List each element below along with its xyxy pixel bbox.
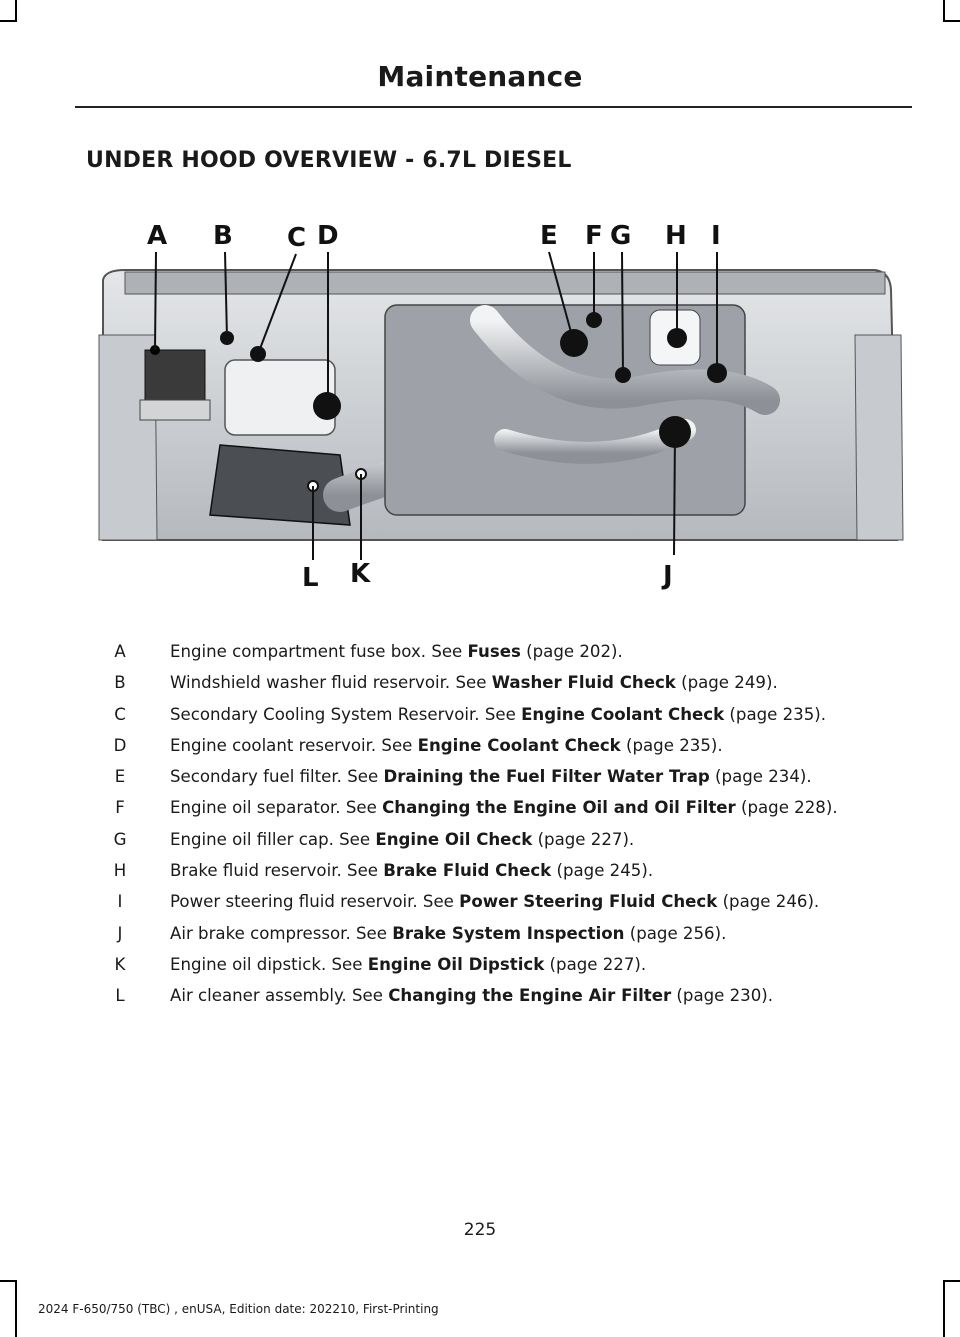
cross-reference-link[interactable]: Washer Fluid Check bbox=[491, 673, 676, 693]
header-divider bbox=[75, 106, 912, 108]
legend-key: E bbox=[114, 767, 126, 787]
crop-mark bbox=[0, 1280, 17, 1282]
crop-mark bbox=[15, 0, 17, 20]
cross-reference-link[interactable]: Engine Coolant Check bbox=[417, 735, 621, 755]
legend-description: Brake fluid reservoir. See Brake Fluid Check (page 245). bbox=[170, 861, 654, 881]
callout-k: K bbox=[350, 559, 371, 589]
legend-description: Air cleaner assembly. See Changing the Engine Air Filter (page 230). bbox=[170, 986, 774, 1006]
callout-e: E bbox=[540, 221, 558, 251]
legend-description: Engine oil dipstick. See Engine Oil Dipstick (page 227). bbox=[170, 954, 647, 974]
engine-bay-svg bbox=[85, 210, 915, 600]
right-fender bbox=[855, 335, 903, 540]
legend-item-a bbox=[110, 636, 930, 667]
legend-item-k bbox=[110, 949, 930, 980]
cross-reference-link[interactable]: Changing the Engine Oil and Oil Filter bbox=[382, 798, 736, 818]
page-header-title: Maintenance bbox=[377, 60, 583, 93]
crop-mark bbox=[943, 1280, 960, 1282]
cross-reference-link[interactable]: Brake System Inspection bbox=[392, 923, 625, 943]
legend-item-g bbox=[110, 824, 930, 855]
legend-key: C bbox=[114, 704, 126, 724]
legend-item-c bbox=[110, 699, 930, 730]
legend-key: H bbox=[113, 861, 127, 881]
legend-description: Power steering fluid reservoir. See Power Steering Fluid Check (page 246). bbox=[170, 892, 820, 912]
edition-footer: 2024 F-650/750 (TBC) , enUSA, Edition date: 202210, First-Printing bbox=[38, 1302, 439, 1316]
legend-description: Engine compartment fuse box. See Fuses (page 202). bbox=[170, 642, 623, 661]
legend-key: K bbox=[114, 954, 126, 974]
callout-g: G bbox=[610, 221, 632, 251]
crop-mark bbox=[943, 1280, 945, 1337]
cross-reference-link[interactable]: Fuses bbox=[467, 642, 521, 661]
callout-f: F bbox=[585, 221, 603, 251]
crop-mark bbox=[15, 1280, 17, 1337]
legend-key: I bbox=[117, 892, 123, 912]
legend-key: A bbox=[114, 642, 126, 661]
legend-item-j bbox=[110, 918, 930, 949]
legend-key: L bbox=[115, 986, 125, 1006]
section-title: UNDER HOOD OVERVIEW - 6.7L DIESEL bbox=[86, 148, 572, 173]
cross-reference-link[interactable]: Draining the Fuel Filter Water Trap bbox=[383, 767, 710, 787]
cross-reference-link[interactable]: Changing the Engine Air Filter bbox=[388, 986, 672, 1006]
crop-mark bbox=[943, 20, 960, 22]
legend-description: Windshield washer fluid reservoir. See Washer Fluid Check (page 249). bbox=[170, 673, 778, 693]
legend-list bbox=[110, 636, 930, 1012]
callout-c: C bbox=[287, 223, 307, 253]
crop-mark bbox=[0, 20, 17, 22]
callout-b: B bbox=[213, 221, 233, 251]
legend-item-d bbox=[110, 730, 930, 761]
legend-item-l bbox=[110, 980, 930, 1011]
legend-item-e bbox=[110, 761, 930, 792]
callout-h: H bbox=[665, 221, 687, 251]
cross-reference-link[interactable]: Brake Fluid Check bbox=[383, 861, 552, 881]
legend-item-b bbox=[110, 667, 930, 698]
engine-bay-illustration bbox=[85, 210, 915, 600]
radiator bbox=[125, 272, 885, 294]
legend-description: Air brake compressor. See Brake System Inspection (page 256). bbox=[170, 923, 727, 943]
crop-mark bbox=[943, 0, 945, 20]
legend-description: Secondary Cooling System Reservoir. See Engine Coolant Check (page 235). bbox=[170, 704, 827, 724]
legend-item-h bbox=[110, 855, 930, 886]
legend-description: Engine oil filler cap. See Engine Oil Check (page 227). bbox=[170, 829, 635, 849]
callout-d: D bbox=[317, 221, 339, 251]
cross-reference-link[interactable]: Engine Coolant Check bbox=[521, 704, 725, 724]
legend-key: F bbox=[115, 798, 125, 818]
legend-description: Engine oil separator. See Changing the Engine Oil and Oil Filter (page 228). bbox=[170, 798, 838, 818]
fuse-box-tray bbox=[140, 400, 210, 420]
legend-key: D bbox=[113, 735, 127, 755]
legend-item-i bbox=[110, 886, 930, 917]
callout-a: A bbox=[147, 221, 168, 251]
legend-key: B bbox=[114, 673, 126, 693]
fuse-box bbox=[145, 350, 205, 405]
callout-j: J bbox=[663, 561, 673, 591]
legend-item-f bbox=[110, 792, 930, 823]
cross-reference-link[interactable]: Engine Oil Dipstick bbox=[367, 954, 545, 974]
cross-reference-link[interactable]: Power Steering Fluid Check bbox=[459, 892, 718, 912]
legend-key: J bbox=[117, 923, 123, 943]
legend-key: G bbox=[113, 829, 127, 849]
callout-l: L bbox=[302, 563, 319, 593]
page-number: 225 bbox=[463, 1220, 497, 1240]
legend-description: Engine coolant reservoir. See Engine Coolant Check (page 235). bbox=[170, 735, 723, 755]
cross-reference-link[interactable]: Engine Oil Check bbox=[375, 829, 533, 849]
callout-i: I bbox=[711, 221, 721, 251]
legend-description: Secondary fuel filter. See Draining the Fuel Filter Water Trap (page 234). bbox=[170, 767, 812, 787]
